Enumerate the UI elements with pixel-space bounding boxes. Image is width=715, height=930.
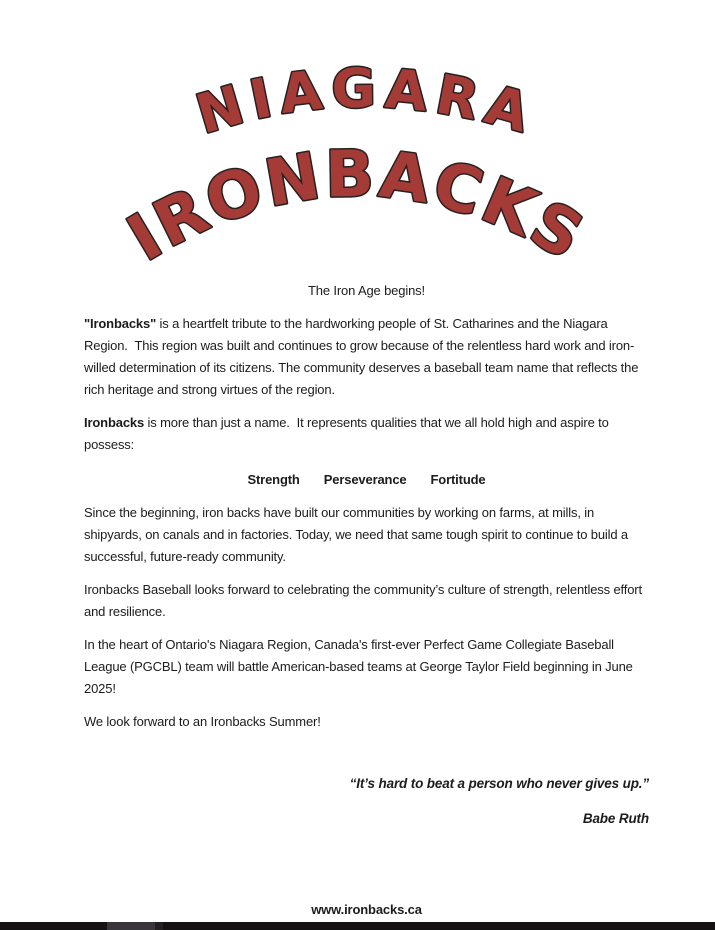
paragraph-tribute-lead: "Ironbacks" [84, 316, 157, 331]
taskbar-strip [0, 922, 715, 930]
document-body [0, 272, 715, 921]
taskbar-item-notch [155, 922, 163, 930]
virtue-perseverance: Perseverance [323, 472, 407, 487]
paragraph-name-lead: Ironbacks [84, 415, 145, 430]
logo-word-niagara: NIAGARA [189, 56, 544, 147]
virtue-fortitude: Fortitude [430, 472, 486, 487]
quote-attribution: Babe Ruth [582, 811, 649, 826]
paragraph-celebrating: Ironbacks Baseball looks forward to celebrating the community’s culture of strength, relentless effort and resilience. [84, 582, 646, 619]
paragraph-summer: We look forward to an Ironbacks Summer! [84, 714, 321, 729]
paragraph-tribute [84, 313, 649, 401]
paragraph-name [84, 412, 649, 456]
paragraph-tribute-text: is a heartfelt tribute to the hardworking people of St. Catharines and the Niagara Region. This region was built and continues to grow because of the relentless hard work and iron-willed determination of its citizens. The community deserves a baseball team name that reflects the rich heritage and strong virtues of the region. [84, 316, 642, 397]
paragraph-name-text: is more than just a name. It represents qualities that we all hold high and aspire to possess: [84, 415, 613, 452]
team-logo [0, 14, 715, 266]
logo-word-ironbacks: IRONBACKS [116, 137, 598, 266]
paragraph-since: Since the beginning, iron backs have built our communities by working on farms, at mills, in shipyards, on canals and in factories. Today, we need that same tough spirit to continue to build a successful, future-ready community. [84, 505, 632, 564]
taskbar-item[interactable] [107, 922, 155, 930]
quote-text: “It’s hard to beat a person who never gives up.” [349, 776, 649, 791]
team-logo-graphic [0, 14, 715, 266]
intro-heading: The Iron Age begins! [308, 283, 425, 298]
virtues-line [84, 469, 649, 491]
paragraph-league: In the heart of Ontario's Niagara Region, Canada's first-ever Perfect Game Collegiate Baseball League (PGCBL) team will battle American-based teams at George Taylor Field beginning in June 2025! [84, 637, 637, 696]
site-url: www.ironbacks.ca [311, 902, 422, 917]
virtue-strength: Strength [247, 472, 300, 487]
